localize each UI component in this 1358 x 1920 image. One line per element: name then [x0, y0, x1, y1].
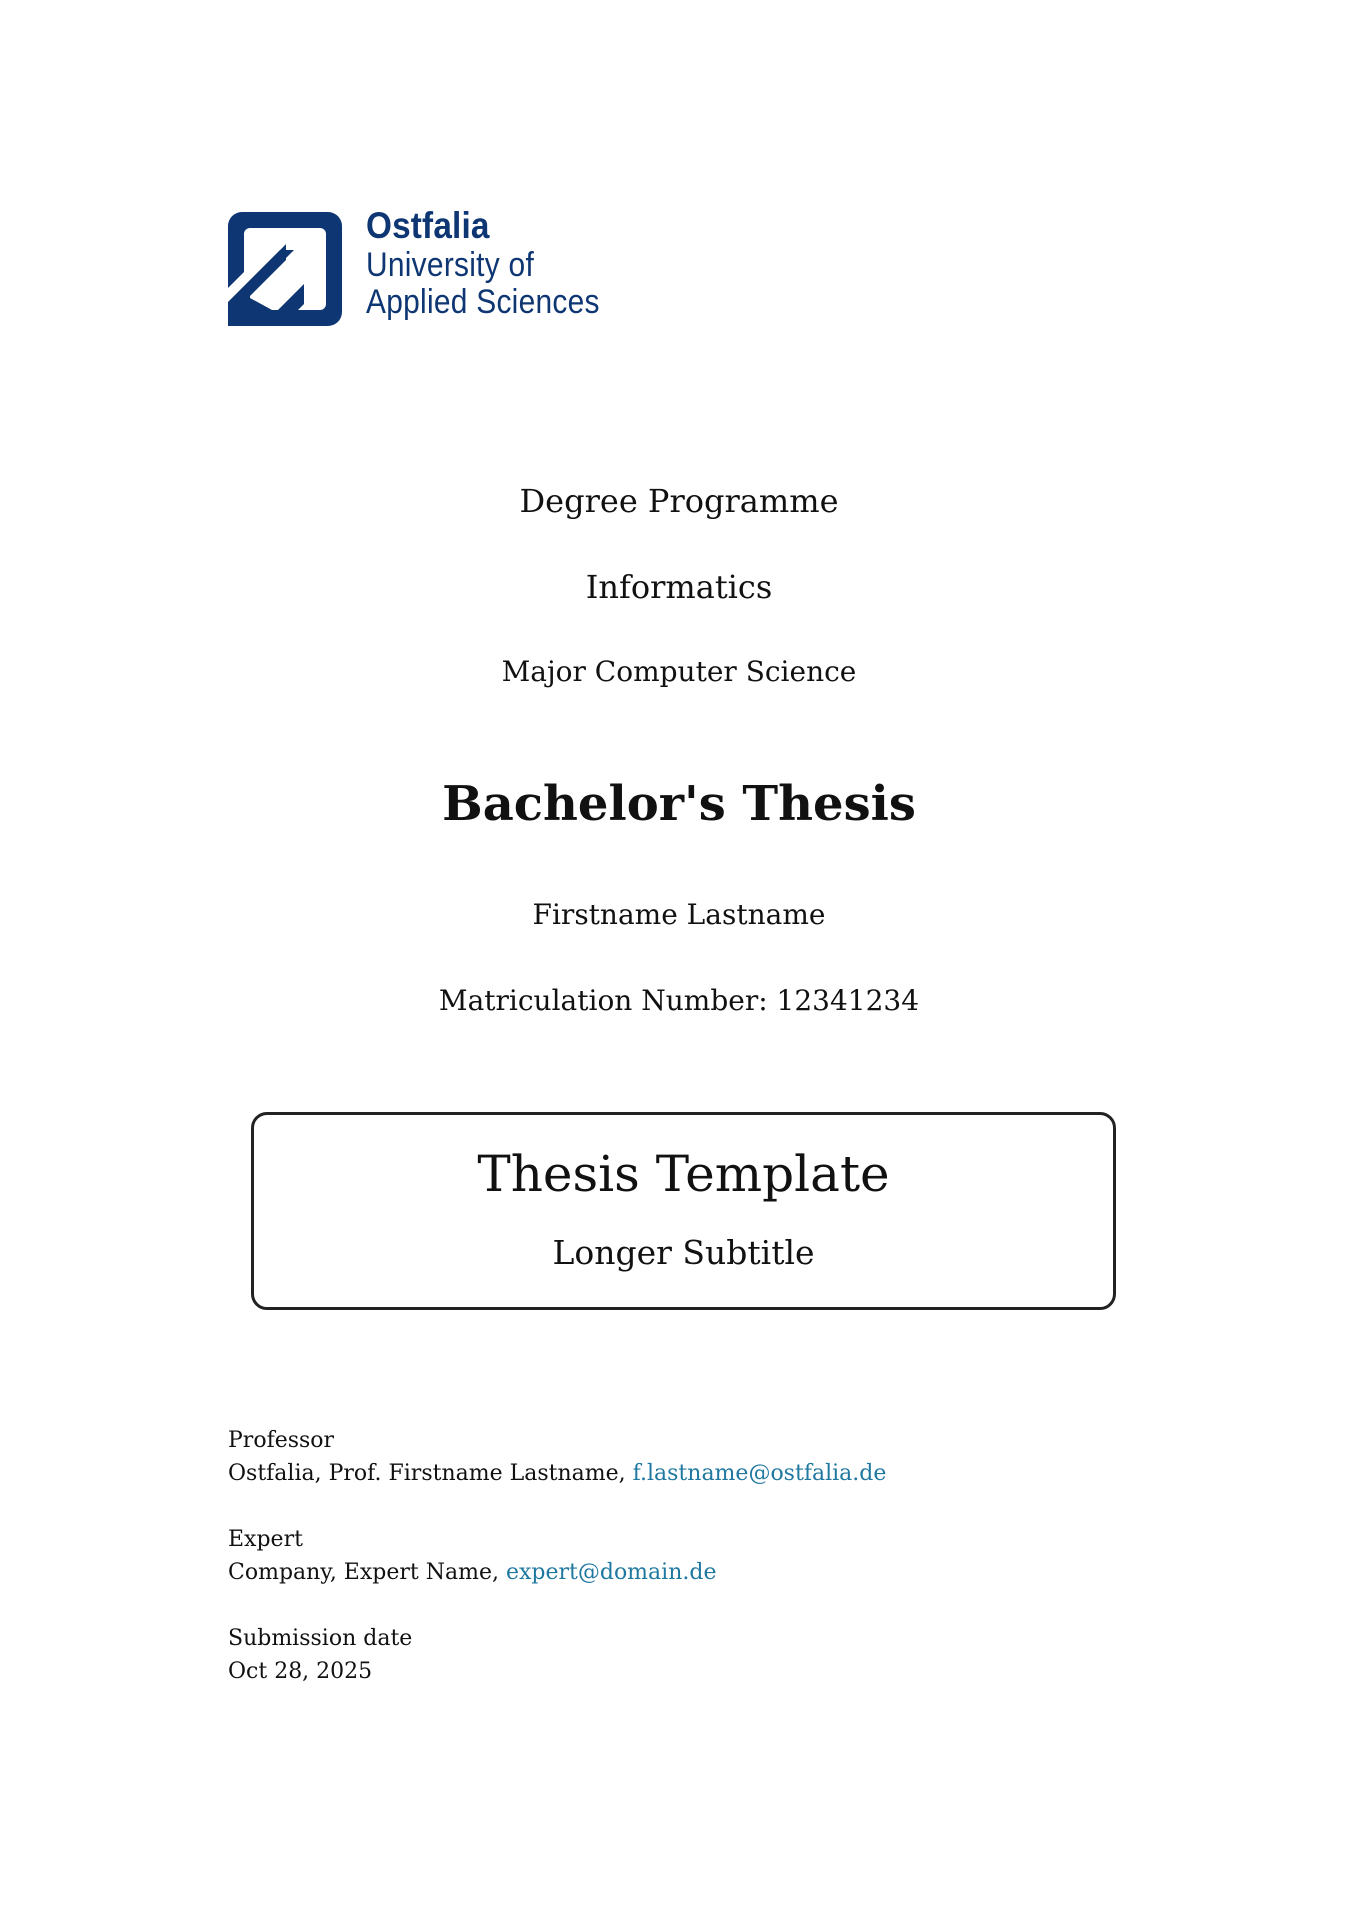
submission-section	[228, 1622, 886, 1688]
logo-wordmark	[366, 206, 632, 321]
expert-section	[228, 1523, 886, 1589]
thesis-type-heading: Bachelor's Thesis	[442, 776, 916, 832]
logo-name: Ostfalia	[366, 205, 490, 246]
programme-name: Informatics	[585, 568, 773, 606]
expert-text: Company, Expert Name,	[228, 1560, 506, 1585]
professor-section	[228, 1424, 886, 1490]
degree-programme-label: Degree Programme	[519, 482, 839, 520]
thesis-title: Thesis Template	[477, 1145, 890, 1203]
programme-major: Major Computer Science	[501, 655, 857, 688]
university-logo	[228, 205, 632, 326]
matriculation-number: Matriculation Number: 12341234	[438, 984, 920, 1017]
thesis-subtitle: Longer Subtitle	[552, 1233, 815, 1272]
author-name: Firstname Lastname	[532, 898, 826, 931]
professor-email-link[interactable]: f.lastname@ostfalia.de	[632, 1461, 887, 1486]
logo-subtitle-2: Applied Sciences	[366, 283, 600, 322]
submission-label: Submission date	[228, 1626, 413, 1651]
logo-subtitle-1: University of	[366, 245, 535, 284]
title-box	[251, 1112, 1116, 1310]
expert-email-link[interactable]: expert@domain.de	[505, 1560, 717, 1585]
professor-value	[228, 1457, 886, 1490]
submission-date: Oct 28, 2025	[228, 1659, 373, 1684]
ostfalia-logo-icon	[228, 212, 342, 326]
expert-value	[228, 1556, 886, 1589]
thesis-details	[228, 1424, 886, 1688]
professor-text: Ostfalia, Prof. Firstname Lastname,	[228, 1461, 633, 1486]
professor-label: Professor	[228, 1428, 335, 1453]
expert-label: Expert	[228, 1527, 303, 1552]
